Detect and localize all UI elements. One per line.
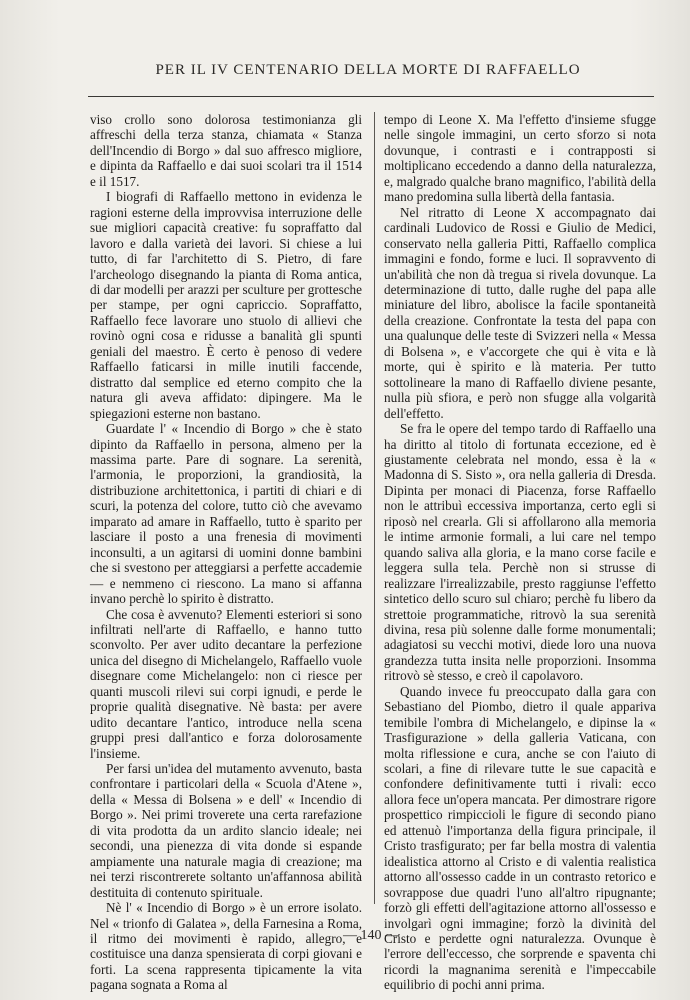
right-column bbox=[384, 112, 656, 993]
column-divider bbox=[374, 112, 375, 904]
left-column bbox=[90, 112, 362, 993]
paragraph: Se fra le opere del tempo tardo di Raffaello una ha diritto al titolo di fortunata eccezione, ed è giustamente celebrata nel mondo, essa è la « Madonna di S. Sisto », ora nella galleria di Dresda. Dipinta per monaci di Piacenza, forse Raffaello non le attribuì eccessiva importanza, certo egli si riposò nel crearla. Gli si affollarono alla memoria le intime armonie formali, a lui care nel tempo quando saliva alla gloria, e la mano corse facile e leggera sulla tela. Perchè non si strusse di realizzare l'irrealizzabile, presto raggiunse l'effetto sintetico dello scuro sul chiaro; perchè fu libero da strettoie programmatiche, ritrovò la sua serenità divina, resa più solenne dalle forme monumentali; adagiatosi su vecchi motivi, diede loro una nuova grandezza tutta insita nelle proporzioni. Insomma ritrovò sè stesso, e creò il capolavoro. bbox=[384, 421, 656, 684]
paragraph: Nel ritratto di Leone X accompagnato dai cardinali Ludovico de Rossi e Giulio de Medici, conservato nella galleria Pitti, Raffaello complica immagini e fondo, forme e luci. Il sopravvento di un'abilità che non dà tregua si rivela dovunque. La determinazione di tutto, dalle rughe del papa alle miniature del libro, abolisce la facile spontaneità della creazione. Confrontate la testa del papa con una qualunque delle teste di Svizzeri nella « Messa di Bolsena », e v'accorgete che qui è vita e là morte, qui è spirito e là materia. Per tutto sottolineare la mano di Raffaello diviene pesante, nulla più sfiora, e però non sfugge alla volgarità dell'effetto. bbox=[384, 204, 656, 421]
running-header: PER IL IV CENTENARIO DELLA MORTE DI RAFFAELLO bbox=[155, 62, 581, 78]
paragraph: viso crollo sono dolorosa testimonianza gli affreschi della terza stanza, chiamata « Stanza dell'Incendio di Borgo » dal suo affresco migliore, e dipinta da Raffaello e dai suoi scolari tra il 1514 e il 1517. bbox=[90, 112, 362, 189]
paragraph: Guardate l' « Incendio di Borgo » che è stato dipinto da Raffaello in persona, almeno per la massima parte. Pare di sognare. La serenità, l'armonia, le proporzioni, la grandiosità, la distribuzione architettonica, i partiti di chiari e di scuri, la potenza del colore, tutto ciò che avevamo imparato ad amare in Raffaello, tutto è sparito per lasciare il posto a una frenesia di movimenti inconsulti, a un agitarsi di uomini donne bambini che si svestono per atteggiarsi a perfette accademie — e nemmeno ci riescono. La mano si affanna invano perchè lo spirito è distratto. bbox=[90, 421, 362, 607]
paragraph: Nè l' « Incendio di Borgo » è un errore isolato. Nel « trionfo di Galatea », della Farnesina a Roma, il ritmo dei movimenti è rapido, allegro, e costituisce una danza spensierata di corpi giovani e forti. La scena rappresenta tipicamente la vita pagana sognata a Roma al bbox=[90, 900, 362, 993]
paragraph: I biografi di Raffaello mettono in evidenza le ragioni esterne della improvvisa interruzione delle sue migliori capacità creative: fu sopraffatto dal lavoro e dalla varietà dei lavori. Si chiese a lui tutto, di far l'architetto di S. Pietro, di fare l'archeologo disegnando la pianta di Roma antica, di dar modelli per arazzi per sculture per grottesche per stampe, per ogni capriccio. Sopraffatto, Raffaello fece lavorare uno stuolo di allievi che rovinò ogni cosa e ridusse a banalità gli spunti geniali del maestro. È certo è penoso di vedere Raffaello faticarsi in mille inutili faccende, distratto dal semplice ed eterno compito che la natura gli aveva affidato: dipingere. Ma le spiegazioni esterne non bastano. bbox=[90, 189, 362, 421]
paragraph: Che cosa è avvenuto? Elementi esteriori si sono infiltrati nell'arte di Raffaello, e hanno tutto sconvolto. Per aver udito decantare la perfezione unica del disegno di Michelangelo, Raffaello vuole disegnare come Michelangelo: non ci riesce per quanti muscoli rilevi sui corpi ignudi, e perde le proprie qualità disegnative. Nè basta: per avere udito decantare l'antico, introduce nella scena gruppi presi dall'antico e forza dolorosamente l'insieme. bbox=[90, 606, 362, 761]
header-rule bbox=[88, 96, 654, 97]
paragraph: tempo di Leone X. Ma l'effetto d'insieme sfugge nelle singole immagini, un certo sforzo si nota dovunque, i contrasti e i contrapposti si moltiplicano eccedendo a danno della naturalezza, e, malgrado qualche brano magnifico, l'abilità della mano predomina sulla libertà della fantasia. bbox=[384, 112, 656, 205]
paragraph: Per farsi un'idea del mutamento avvenuto, basta confrontare i particolari della « Scuola d'Atene », della « Messa di Bolsena » e dell' « Incendio di Borgo ». Nei primi troverete una certa rarefazione di vita prodotta da un ardito slancio ideale; nei secondi, una pienezza di vita donde si espande ampiamente una naturale magia di creazione; ma nei terzi riscontrerete soltanto un'affannosa abilità destituita di contenuto spirituale. bbox=[90, 761, 362, 900]
page-number: — 140 — bbox=[343, 928, 399, 943]
paragraph: Quando invece fu preoccupato dalla gara con Sebastiano del Piombo, dietro il quale appariva temibile l'ombra di Michelangelo, e dipinse la « Trasfigurazione » della galleria Vaticana, con molta riflessione e cura, anche se con l'aiuto di scolari, a fine di rilevare tutte le sue capacità e confondere definitivamente tutti i rivali: ecco allora fece un'opera mancata. Per dimostrare rigore prospettico rimpiccioli le figure di secondo piano ed attenuò l'importanza della figura principale, il Cristo trasfigurato; per far bella mostra di valentia idealistica attorno al Cristo e di valentia realistica attorno all'ossesso cadde in un contrasto retorico e sovrappose due quadri l'uno all'altro ripugnante; forzò gli effetti dell'agitazione attorno all'ossesso e involgarì ogni immagine; forzò la divinità del Cristo e perdette ogni naturalezza. Ovunque è l'errore dell'eccesso, che sorprende e spaventa chi ricordi la magnanima serenità e l'impeccabile equilibrio di pochi anni prima. bbox=[384, 683, 656, 993]
